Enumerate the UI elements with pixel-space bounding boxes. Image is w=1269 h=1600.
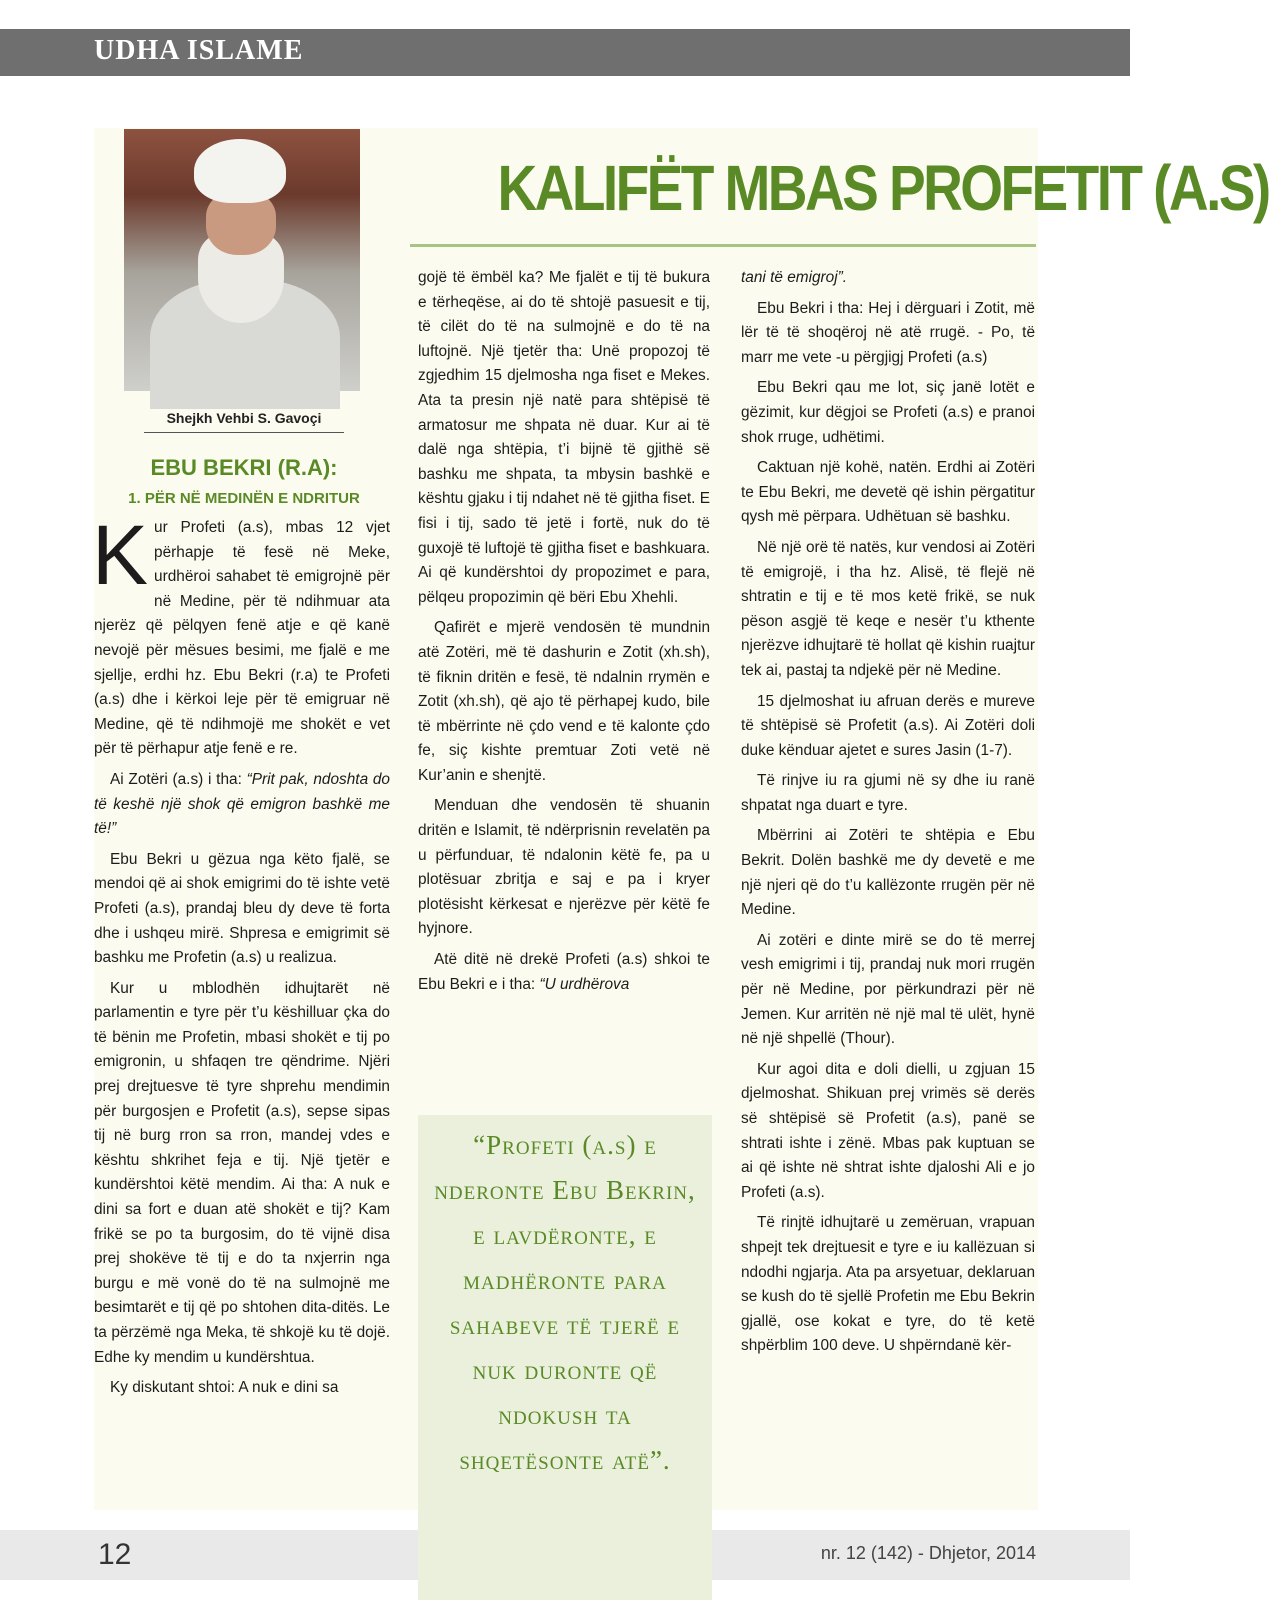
header-bar [0, 29, 1130, 76]
author-name: Shejkh Vehbi S. Gavoçi [144, 410, 344, 433]
paragraph: Qafirët e mjerë vendosën të mundnin atë Zotëri, më të dashurin e Zotit (xh.sh), të fiknin dritën e fesë, të ndalnin rrymën e Zotit (xh.sh), që ajo të përhapej kudo, bile të mbërrinte në çdo vend e të kalonte çdo fe, siç kishte premtuar Zoti vetë në Kur’anin e shenjtë. [418, 619, 710, 784]
paragraph: Mbërrini ai Zotëri te shtëpia e Ebu Bekrit. Dolën bashkë me dy devetë e me një njeri që do t’u kallëzonte rrugën për në Medine. [741, 827, 1035, 919]
paragraph-text: Ai Zotëri (a.s) i tha: [110, 770, 247, 788]
text-column-2 [418, 266, 710, 1003]
paragraph: Kur u mblodhën idhujtarët në parlamentin e tyre për t’u këshilluar çka do të bënin me Profetin, mbasi shokët e tij po emigronin, u shfaqen tre qëndrime. Njëri prej drejtuesve të tyre shprehu mendimin për burgosjen e Profetit (a.s), sepse sipas tij në burg rron sa rron, mandej vdes e kështu shkrihet feja e tij. Një tjetër e kundërshtoi këtë mendim. Ai tha: A nuk e dini sa fort e duan atë shokët e tij? Kam frikë se po ta burgosim, do të vijnë disa prej shokëve të tij e do ta nxjerrin nga burgu e më vonë do të na sulmojnë me besimtarët e tij që po shtohen dita-ditës. Le ta përzëmë nga Meka, të shkojë ku të dojë. Edhe ky mendim u kundërshtua. [94, 979, 390, 1366]
paragraph: Të rinjve iu ra gjumi në sy dhe iu ranë shpatat nga duart e tyre. [741, 772, 1035, 814]
paragraph: 15 djelmoshat iu afruan derës e mureve të shtëpisë së Profetit (a.s). Ai Zotëri doli duke kënduar ajetet e sures Jasin (1-7). [741, 692, 1035, 759]
paragraph: Të rinjtë idhujtarë u zemëruan, vrapuan shpejt tek drejtuesit e tyre e iu kallëzuan si ndodhi ngjarja. Ata pa arsyetuar, deklaruan se kush do të sjellë Profetin me Ebu Bekrin gjallë, ose kokat e tyre, do të ketë shpërblim 100 deve. U shpërndanë kër- [741, 1214, 1035, 1355]
page-number: 12 [98, 1538, 132, 1571]
text-column-3 [741, 266, 1035, 1365]
section-heading: 1. PËR NË MEDINËN E NDRITUR [128, 490, 360, 507]
paragraph [92, 508, 390, 762]
paragraph: Ebu Bekri i tha: Hej i dërguari i Zotit, më lër të të shoqëroj në atë rrugë. - Po, të marr me vete -u përgjigj Profeti (a.s) [741, 299, 1035, 366]
article-subtitle: EBU BEKRI (R.A): [150, 455, 338, 480]
paragraph: Ai zotëri e dinte mirë se do të merrej vesh emigrimi i tij, prandaj nuk mori rrugën për në Medine, por përkundrazi për në Jemen. Kur arritën në një mal të ulët, hynë në një shpellë (Thour). [741, 931, 1035, 1048]
drop-cap: K [92, 508, 149, 602]
quote-text: “Prit pak, ndoshta do të keshë një shok që emigron bashkë me të!” [94, 770, 390, 838]
paragraph-text: ur Profeti (a.s), mbas 12 vjet përhapje të fesë në Meke, urdhëroi sahabet të emigrojnë për në Medine, për të ndihmuar ata njerëz që pëlqyen fenë atje e që kanë nevojë për mësues besimi, me fjalë e me sjellje, erdhi hz. Ebu Bekri (r.a) te Profeti (a.s) dhe i kërkoi leje për të emigruar në Medine, që të ndihmojë me shokët e vet për të përhapur atje fenë e re. [94, 519, 390, 758]
paragraph: Menduan dhe vendosën të shuanin dritën e Islamit, të ndërprisnin revelatën pa u përfunduar, të ndalonin këtë fe, pa u plotësuar zbritja e saj e pa i kryer plotësisht kërkesat e njerëzve për këtë fe hyjnore. [418, 797, 710, 938]
paragraph: Kur agoi dita e doli dielli, u zgjuan 15 djelmoshat. Shikuan prej vrimës së derës së shtëpisë së Profetit (a.s), panë se shtrati ishte i zënë. Mbas pak kuptuan se ai që ishte në shtrat ishte djaloshi Ali e jo Profeti (a.s). [741, 1060, 1035, 1201]
paragraph-text: Atë ditë në drekë Profeti (a.s) shkoi te Ebu Bekri e i tha: [418, 951, 710, 993]
quote-text: “U urdhërova [539, 975, 630, 993]
magazine-name: UDHA ISLAME [94, 35, 304, 66]
issue-info: nr. 12 (142) - Dhjetor, 2014 [820, 1543, 1036, 1563]
photo-turban [194, 139, 286, 203]
paragraph: Caktuan një kohë, natën. Erdhi ai Zotëri te Ebu Bekri, me devetë që ishin përgatitur qysh më përpara. Udhëtuan së bashku. [741, 459, 1035, 526]
paragraph [418, 948, 710, 997]
paragraph: Ebu Bekri qau me lot, siç janë lotët e gëzimit, kur dëgjoi se Profeti (a.s) e pranoi shok rruge, udhëtimi. [741, 379, 1035, 446]
paragraph [94, 768, 390, 842]
paragraph [741, 266, 1035, 291]
pull-quote: “Profeti (a.s) e nderonte Ebu Bekrin, e lavdëronte, e madhëronte para sahabeve të tjerë e nuk duronte që ndokush ta shqetësonte atë”. [434, 1130, 696, 1475]
title-rule [410, 244, 1036, 247]
paragraph: Ky diskutant shtoi: A nuk e dini sa [110, 1379, 339, 1397]
paragraph: Në një orë të natës, kur vendosi ai Zotëri të emigrojë, i tha hz. Alisë, të flejë në shtratin e tij e të mos ketë frikë, se nuk pëson asgjë të keqe e nesër t’u kthente njerëzve idhujtarë të hollat që kishin ruajtur tek ai, pastaj ta ndjekë për në Medine. [741, 538, 1035, 679]
paragraph: gojë të ëmbël ka? Me fjalët e tij të bukura e tërheqëse, ai do të shtojë pasuesit e tij, të cilët do të na sulmojnë e do të na luftojnë. Një tjetër tha: Unë propozoj të zgjedhim 15 djelmosha nga fiset e Mekes. Ata ta presin një natë para shtëpisë të armatosur me shpata në duar. Kur ai të dalë nga shtëpia, t’i bijnë të gjithë së bashku me shpata, ta mbysin bashkë e kështu gjaku i tij ndahet në të gjitha fiset. E fisi i tij, sado të jetë i fortë, nuk do të guxojë të luftojë të gjitha fiset e bashkuara. Ai që kundërshtoi dy propozimet e para, pëlqeu propozimin që bëri Ebu Xhehli. [418, 269, 710, 606]
quote-text: tani të emigroj”. [741, 269, 848, 286]
author-photo [124, 129, 360, 391]
paragraph: Ebu Bekri u gëzua nga këto fjalë, se mendoi që ai shok emigrimi do të ishte vetë Profeti (a.s), prandaj bleu dy deve të forta dhe i ushqeu mirë. Shpresa e emigrimit së bashku me Profetin (a.s) u realizua. [94, 850, 390, 967]
pull-quote-box [418, 1115, 712, 1600]
text-column-1 [92, 508, 390, 1407]
article-title: KALIFËT MBAS PROFETIT (A.S) [497, 152, 1269, 224]
